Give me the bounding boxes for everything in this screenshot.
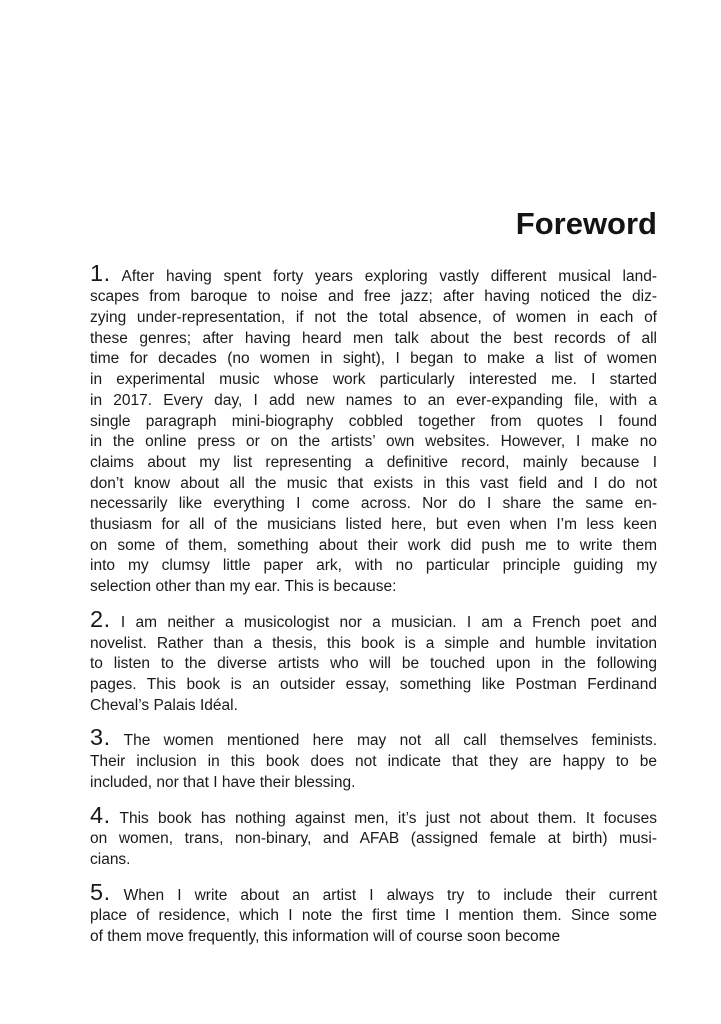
page-content: [90, 206, 657, 948]
text-line: Cheval’s Palais Idéal.: [90, 696, 238, 714]
text-line: zying under-representation, if not the total absence, of women in each of: [90, 309, 657, 327]
text-line: 3. The women mentioned here may not all call themselves feminists.: [90, 724, 657, 751]
text-line: included, nor that I have their blessing.: [90, 773, 356, 791]
text-line: in the online press or on the artists’ own websites. However, I make no: [90, 433, 657, 451]
text-line: cians.: [90, 850, 131, 868]
foreword-body: [90, 259, 657, 948]
text-line: 1. After having spent forty years exploring vastly different musical land-: [90, 259, 657, 286]
text-line: on some of them, something about their work did push me to write them: [90, 536, 657, 554]
text-line: of them move frequently, this information will of course soon become: [90, 928, 561, 946]
text-line: thusiasm for all of the musicians listed here, but even when I’m less keen: [90, 516, 657, 534]
text-line: scapes from baroque to noise and free jazz; after having noticed the diz-: [90, 288, 657, 306]
text-line: to listen to the diverse artists who will be touched upon in the following: [90, 655, 657, 673]
text-line: don’t know about all the music that exists in this vast field and I do not: [90, 474, 657, 492]
text-line: in 2017. Every day, I add new names to an ever-expanding file, with a: [90, 391, 657, 409]
text-line: 2. I am neither a musicologist nor a musician. I am a French poet and: [90, 605, 657, 632]
text-line: these genres; after having heard men talk about the best records of all: [90, 329, 657, 347]
paragraph: [90, 259, 657, 598]
text-line: pages. This book is an outsider essay, something like Postman Ferdinand: [90, 676, 657, 693]
paragraph-number: 1.: [90, 259, 111, 286]
paragraph-number: 5.: [90, 878, 111, 905]
text-line: claims about my list representing a definitive record, mainly because I: [90, 453, 657, 471]
text-line: in experimental music whose work particularly interested me. I started: [90, 371, 657, 389]
paragraph: [90, 724, 657, 793]
paragraph-number: 3.: [90, 724, 111, 751]
text-line: selection other than my ear. This is because:: [90, 578, 397, 596]
text-line: necessarily like everything I come across. Nor do I share the same en-: [90, 495, 657, 513]
text-line: single paragraph mini-biography cobbled together from quotes I found: [90, 412, 657, 430]
paragraph-number: 2.: [90, 605, 111, 632]
paragraph-number: 4.: [90, 801, 111, 828]
text-line: time for decades (no women in sight), I began to make a list of women: [90, 350, 657, 368]
text-line: Their inclusion in this book does not indicate that they are happy to be: [90, 753, 657, 771]
paragraph: [90, 801, 657, 871]
text-line: 5. When I write about an artist I always try to include their current: [90, 878, 657, 905]
text-line: into my clumsy little paper ark, with no particular principle guiding my: [90, 557, 657, 575]
page-title: Foreword: [515, 206, 657, 241]
text-line: 4. This book has nothing against men, it’s just not about them. It focuses: [90, 801, 657, 828]
text-line: novelist. Rather than a thesis, this book is a simple and humble invitation: [90, 634, 657, 652]
paragraph: [90, 878, 657, 948]
paragraph: [90, 605, 657, 717]
text-line: on women, trans, non-binary, and AFAB (assigned female at birth) musi-: [90, 830, 657, 848]
text-line: place of residence, which I note the first time I mention them. Since some: [90, 907, 657, 925]
